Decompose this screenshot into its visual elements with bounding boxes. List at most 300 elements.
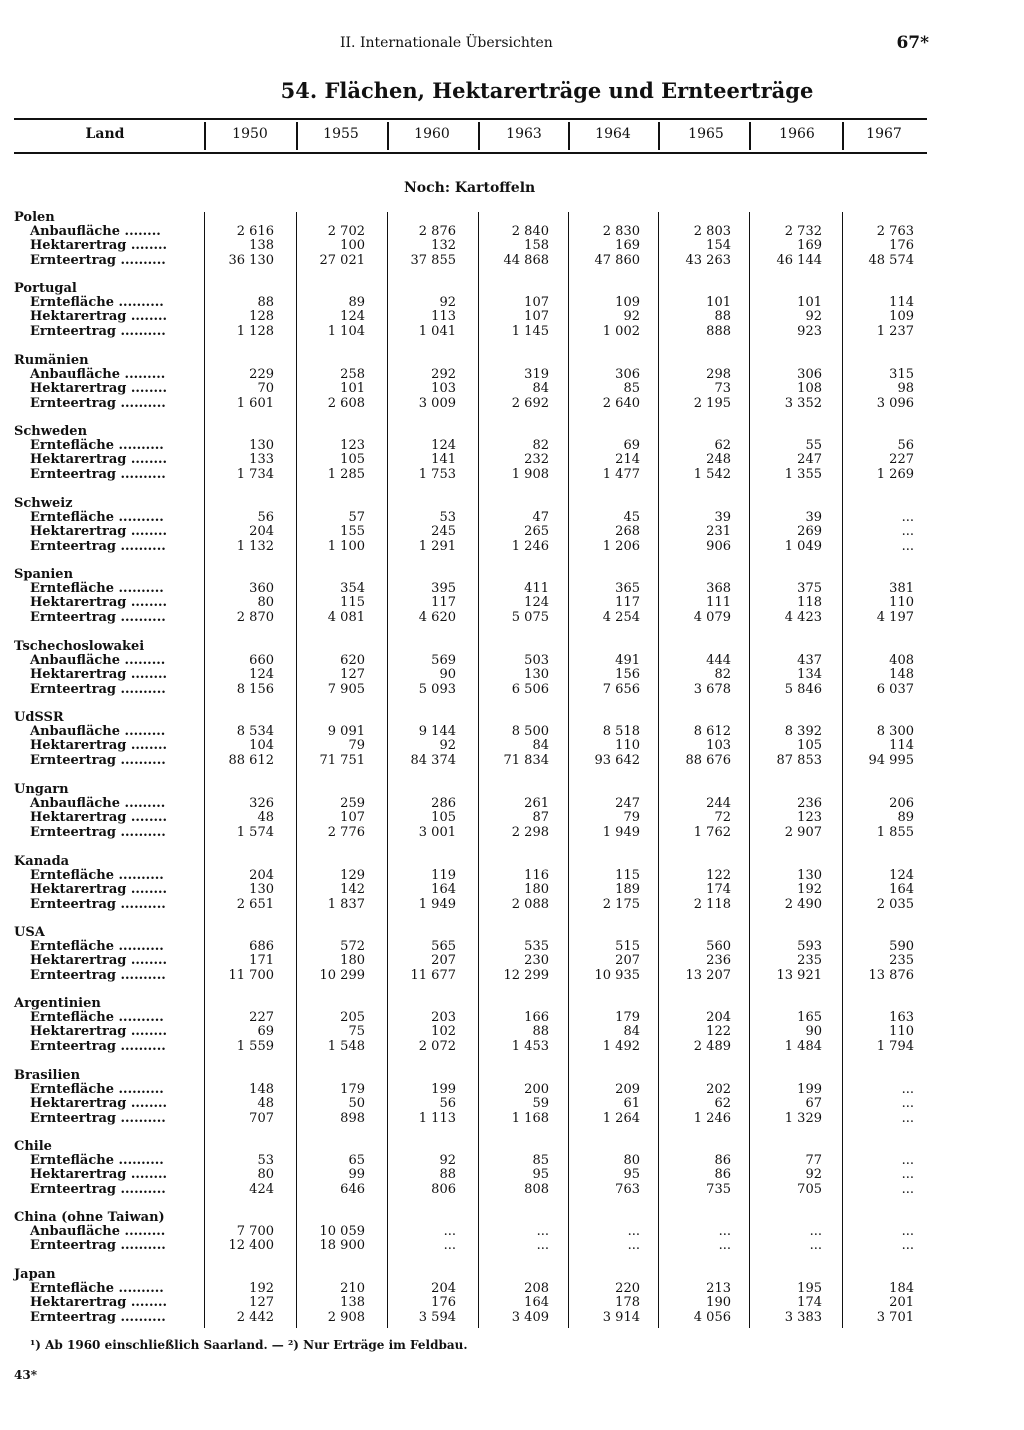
table-cell: 1 753 (418, 466, 456, 482)
table-cell: ... (901, 1096, 914, 1112)
table-cell: 189 (615, 882, 640, 898)
row-label: Ernteertrag .......... (30, 1309, 166, 1325)
table-cell: 128 (249, 309, 274, 325)
table-cell: 620 (340, 653, 365, 668)
table-cell: 174 (706, 882, 731, 898)
row-label: Hektarertrag ........ (30, 1024, 168, 1040)
table-cell: 190 (706, 1295, 731, 1311)
table-cell: 148 (249, 1082, 274, 1097)
table-cell: ... (901, 1110, 914, 1126)
table-cell: 2 870 (236, 609, 274, 625)
row-label: Ernteertrag .......... (30, 681, 166, 697)
table-cell: 3 678 (693, 681, 731, 697)
table-cell: 79 (348, 738, 365, 754)
table-cell: 50 (348, 1096, 365, 1112)
country-block (14, 783, 927, 849)
table-cell: 117 (431, 595, 456, 611)
table-cell: 163 (889, 1010, 914, 1025)
table-cell: 1 168 (511, 1110, 549, 1126)
table-cell: 92 (623, 309, 640, 325)
table-cell: 39 (714, 510, 731, 525)
table-cell: 2 072 (418, 1038, 456, 1054)
row-label: Anbaufläche ........ (30, 224, 161, 239)
table-cell: 122 (706, 868, 731, 883)
table-cell: 1 601 (236, 395, 274, 411)
table-cell: 236 (706, 953, 731, 969)
table-cell: 3 409 (511, 1309, 549, 1325)
table-cell: 1 559 (236, 1038, 274, 1054)
table-cell: 235 (797, 953, 822, 969)
table-cell: 13 207 (685, 967, 731, 983)
table-cell: 44 868 (503, 252, 549, 268)
table-cell: 107 (340, 810, 365, 826)
table-cell: 43 263 (685, 252, 731, 268)
table-cell: 1 477 (602, 466, 640, 482)
table-title: 54. Flächen, Hektarerträge und Ernteerträge (280, 78, 814, 103)
column-header-land: Land (85, 126, 125, 142)
table-cell: 1 484 (784, 1038, 822, 1054)
table-cell: 156 (615, 667, 640, 683)
table-cell: 207 (615, 953, 640, 969)
table-cell: ... (627, 1224, 640, 1239)
table-cell: 92 (439, 1153, 456, 1168)
header-column-separator (568, 122, 570, 150)
table-cell: 103 (706, 738, 731, 754)
table-cell: 103 (431, 381, 456, 397)
table-cell: 113 (431, 309, 456, 325)
table-cell: 114 (889, 295, 914, 310)
table-cell: 206 (889, 796, 914, 811)
table-cell: 80 (623, 1153, 640, 1168)
country-block (14, 855, 927, 921)
table-cell: 37 855 (410, 252, 456, 268)
table-cell: 171 (249, 953, 274, 969)
table-cell: 169 (797, 238, 822, 254)
table-cell: 124 (340, 309, 365, 325)
table-cell: ... (901, 524, 914, 540)
table-cell: 3 914 (602, 1309, 640, 1325)
table-cell: 48 574 (868, 252, 914, 268)
table-cell: 178 (615, 1295, 640, 1311)
table-cell: 116 (524, 868, 549, 883)
table-cell: 569 (431, 653, 456, 668)
row-label: Erntefläche .......... (30, 1153, 164, 1168)
table-cell: 13 876 (868, 967, 914, 983)
table-cell: 110 (889, 1024, 914, 1040)
row-label: Erntefläche .......... (30, 581, 164, 596)
table-cell: 166 (524, 1010, 549, 1025)
table-cell: 105 (797, 738, 822, 754)
column-header-year: 1955 (323, 126, 359, 142)
section-label: Noch: Kartoffeln (404, 180, 536, 196)
table-cell: 248 (706, 452, 731, 468)
table-cell: 61 (623, 1096, 640, 1112)
header-bottom-rule (14, 152, 927, 154)
row-label: Erntefläche .......... (30, 868, 164, 883)
row-label: Erntefläche .......... (30, 1082, 164, 1097)
table-cell: 80 (257, 1167, 274, 1183)
table-cell: 298 (706, 367, 731, 382)
row-label: Ernteertrag .......... (30, 1181, 166, 1197)
table-cell: 245 (431, 524, 456, 540)
table-cell: 315 (889, 367, 914, 382)
table-cell: 906 (706, 538, 731, 554)
row-label: Hektarertrag ........ (30, 810, 168, 826)
row-label: Ernteertrag .......... (30, 1110, 166, 1126)
table-cell: 27 021 (319, 252, 365, 268)
table-cell: 1 104 (327, 323, 365, 339)
table-cell: 5 846 (784, 681, 822, 697)
table-cell: 107 (524, 309, 549, 325)
table-cell: 39 (805, 510, 822, 525)
table-cell: 4 079 (693, 609, 731, 625)
table-cell: 164 (431, 882, 456, 898)
table-cell: 148 (889, 667, 914, 683)
row-label: Ernteertrag .......... (30, 967, 166, 983)
row-label: Hektarertrag ........ (30, 595, 168, 611)
table-cell: 109 (889, 309, 914, 325)
table-cell: 2 651 (236, 896, 274, 912)
table-cell: 735 (706, 1181, 731, 1197)
table-cell: 164 (524, 1295, 549, 1311)
table-cell: 247 (615, 796, 640, 811)
table-cell: 90 (805, 1024, 822, 1040)
row-label: Hektarertrag ........ (30, 953, 168, 969)
table-cell: 3 001 (418, 824, 456, 840)
table-cell: 1 949 (418, 896, 456, 912)
row-label: Ernteertrag .......... (30, 252, 166, 268)
row-label: Anbaufläche ......... (30, 1224, 166, 1239)
table-cell: 411 (524, 581, 549, 596)
table-cell: 107 (524, 295, 549, 310)
table-cell: 130 (524, 667, 549, 683)
table-cell: 1 329 (784, 1110, 822, 1126)
table-cell: 84 (623, 1024, 640, 1040)
table-cell: 92 (439, 738, 456, 754)
table-cell: 306 (615, 367, 640, 382)
table-cell: 71 834 (503, 752, 549, 768)
table-cell: 269 (797, 524, 822, 540)
table-cell: 247 (797, 452, 822, 468)
table-cell: 808 (524, 1181, 549, 1197)
table-cell: 204 (431, 1281, 456, 1296)
table-cell: 4 423 (784, 609, 822, 625)
row-label: Anbaufläche ......... (30, 796, 166, 811)
table-cell: 180 (340, 953, 365, 969)
table-cell: 88 612 (228, 752, 274, 768)
table-cell: ... (901, 1153, 914, 1168)
table-cell: 235 (889, 953, 914, 969)
table-cell: 8 392 (784, 724, 822, 739)
country-block (14, 997, 927, 1063)
table-cell: 2 908 (327, 1309, 365, 1325)
table-cell: ... (536, 1238, 549, 1254)
table-cell: ... (901, 1238, 914, 1254)
table-cell: 155 (340, 524, 365, 540)
table-cell: 2 035 (876, 896, 914, 912)
table-cell: 201 (889, 1295, 914, 1311)
table-cell: 204 (706, 1010, 731, 1025)
country-block (14, 568, 927, 634)
table-cell: 258 (340, 367, 365, 382)
column-header-year: 1967 (866, 126, 902, 142)
table-cell: 1 492 (602, 1038, 640, 1054)
table-cell: 898 (340, 1110, 365, 1126)
page-footer: 43* (14, 1368, 37, 1382)
column-header-year: 1960 (414, 126, 450, 142)
table-cell: 1 237 (876, 323, 914, 339)
table-cell: 1 246 (511, 538, 549, 554)
table-cell: 115 (615, 868, 640, 883)
table-cell: 122 (706, 1024, 731, 1040)
table-cell: 590 (889, 939, 914, 954)
top-rule (14, 118, 927, 120)
table-cell: 8 612 (693, 724, 731, 739)
header-column-separator (658, 122, 660, 150)
table-cell: ... (443, 1238, 456, 1254)
table-cell: 184 (889, 1281, 914, 1296)
table-cell: 36 130 (228, 252, 274, 268)
country-name: Polen (14, 210, 55, 225)
table-cell: 2 608 (327, 395, 365, 411)
table-cell: 13 921 (776, 967, 822, 983)
table-cell: 4 620 (418, 609, 456, 625)
table-cell: 4 081 (327, 609, 365, 625)
table-cell: 129 (340, 868, 365, 883)
table-cell: 210 (340, 1281, 365, 1296)
table-cell: 174 (797, 1295, 822, 1311)
table-cell: 111 (706, 595, 731, 611)
table-cell: 8 156 (236, 681, 274, 697)
country-block (14, 282, 927, 348)
table-cell: 660 (249, 653, 274, 668)
table-cell: 179 (340, 1082, 365, 1097)
table-cell: 84 (532, 738, 549, 754)
table-cell: 115 (340, 595, 365, 611)
table-cell: 806 (431, 1181, 456, 1197)
country-name: Schweiz (14, 496, 73, 511)
table-cell: ... (718, 1224, 731, 1239)
table-cell: 646 (340, 1181, 365, 1197)
table-cell: 127 (340, 667, 365, 683)
table-cell: 119 (431, 868, 456, 883)
country-name: Chile (14, 1139, 52, 1154)
table-cell: 104 (249, 738, 274, 754)
table-cell: 444 (706, 653, 731, 668)
table-cell: 1 264 (602, 1110, 640, 1126)
row-label: Hektarertrag ........ (30, 309, 168, 325)
table-cell: 1 269 (876, 466, 914, 482)
table-cell: ... (901, 538, 914, 554)
table-cell: ... (809, 1224, 822, 1239)
table-cell: 1 574 (236, 824, 274, 840)
table-cell: 62 (714, 1096, 731, 1112)
row-label: Hektarertrag ........ (30, 882, 168, 898)
table-cell: 268 (615, 524, 640, 540)
table-cell: 2 840 (511, 224, 549, 239)
table-cell: 2 118 (693, 896, 731, 912)
table-cell: 2 298 (511, 824, 549, 840)
table-cell: 110 (615, 738, 640, 754)
table-cell: 87 853 (776, 752, 822, 768)
table-cell: 2 489 (693, 1038, 731, 1054)
table-cell: 95 (532, 1167, 549, 1183)
table-cell: 3 352 (784, 395, 822, 411)
table-cell: 213 (706, 1281, 731, 1296)
table-cell: 209 (615, 1082, 640, 1097)
table-cell: 11 677 (410, 967, 456, 983)
row-label: Ernteertrag .......... (30, 466, 166, 482)
table-cell: 227 (249, 1010, 274, 1025)
column-header-year: 1950 (232, 126, 268, 142)
table-cell: 82 (532, 438, 549, 453)
row-label: Hektarertrag ........ (30, 738, 168, 754)
table-cell: 100 (340, 238, 365, 254)
table-cell: 57 (348, 510, 365, 525)
row-label: Ernteertrag .......... (30, 323, 166, 339)
table-cell: 231 (706, 524, 731, 540)
header-column-separator (387, 122, 389, 150)
table-cell: 10 299 (319, 967, 365, 983)
table-cell: 4 254 (602, 609, 640, 625)
table-cell: 85 (532, 1153, 549, 1168)
country-block (14, 425, 927, 491)
table-cell: 705 (797, 1181, 822, 1197)
table-cell: 424 (249, 1181, 274, 1197)
table-cell: ... (443, 1224, 456, 1239)
table-cell: 515 (615, 939, 640, 954)
table-cell: 12 299 (503, 967, 549, 983)
table-cell: 1 100 (327, 538, 365, 554)
table-cell: 46 144 (776, 252, 822, 268)
table-cell: 176 (431, 1295, 456, 1311)
row-label: Erntefläche .......... (30, 1010, 164, 1025)
row-label: Hektarertrag ........ (30, 1096, 168, 1112)
table-cell: 2 776 (327, 824, 365, 840)
table-cell: 90 (439, 667, 456, 683)
table-cell: 127 (249, 1295, 274, 1311)
header-column-separator (478, 122, 480, 150)
table-cell: 560 (706, 939, 731, 954)
table-cell: 124 (431, 438, 456, 453)
table-cell: 73 (714, 381, 731, 397)
table-cell: 3 701 (876, 1309, 914, 1325)
country-name: Schweden (14, 424, 88, 439)
table-cell: 10 935 (594, 967, 640, 983)
table-cell: 200 (524, 1082, 549, 1097)
table-cell: 192 (797, 882, 822, 898)
country-block (14, 1069, 927, 1135)
row-label: Hektarertrag ........ (30, 524, 168, 540)
table-cell: 593 (797, 939, 822, 954)
table-cell: 72 (714, 810, 731, 826)
table-cell: 48 (257, 1096, 274, 1112)
table-cell: 84 (532, 381, 549, 397)
table-cell: 192 (249, 1281, 274, 1296)
table-cell: 132 (431, 238, 456, 254)
table-cell: 141 (431, 452, 456, 468)
row-label: Hektarertrag ........ (30, 452, 168, 468)
country-block (14, 211, 927, 277)
table-cell: 105 (431, 810, 456, 826)
table-cell: 4 056 (693, 1309, 731, 1325)
table-cell: 124 (249, 667, 274, 683)
table-cell: 229 (249, 367, 274, 382)
table-cell: 2 616 (236, 224, 274, 239)
table-cell: 114 (889, 738, 914, 754)
header-column-separator (842, 122, 844, 150)
table-cell: 101 (797, 295, 822, 310)
table-cell: 1 762 (693, 824, 731, 840)
table-cell: 2 830 (602, 224, 640, 239)
country-block (14, 1268, 927, 1334)
table-cell: 3 594 (418, 1309, 456, 1325)
table-cell: 88 676 (685, 752, 731, 768)
table-cell: 199 (431, 1082, 456, 1097)
table-cell: 319 (524, 367, 549, 382)
table-cell: 1 794 (876, 1038, 914, 1054)
table-cell: 85 (623, 381, 640, 397)
table-cell: 1 837 (327, 896, 365, 912)
table-cell: 164 (889, 882, 914, 898)
table-cell: 92 (439, 295, 456, 310)
row-label: Erntefläche .......... (30, 939, 164, 954)
table-cell: 110 (889, 595, 914, 611)
table-cell: 165 (797, 1010, 822, 1025)
table-cell: 88 (532, 1024, 549, 1040)
row-label: Ernteertrag .......... (30, 824, 166, 840)
country-name: Rumänien (14, 353, 89, 368)
header-column-separator (296, 122, 298, 150)
table-cell: 88 (257, 295, 274, 310)
table-cell: 124 (524, 595, 549, 611)
row-label: Anbaufläche ......... (30, 367, 166, 382)
table-cell: 92 (805, 309, 822, 325)
country-name: Argentinien (14, 996, 101, 1011)
row-label: Erntefläche .......... (30, 510, 164, 525)
table-cell: 1 548 (327, 1038, 365, 1054)
country-name: Portugal (14, 281, 77, 296)
table-cell: 491 (615, 653, 640, 668)
row-label: Ernteertrag .......... (30, 896, 166, 912)
table-cell: 2 876 (418, 224, 456, 239)
table-cell: 204 (249, 524, 274, 540)
table-cell: 93 642 (594, 752, 640, 768)
table-cell: 202 (706, 1082, 731, 1097)
table-cell: 2 907 (784, 824, 822, 840)
table-cell: 1 453 (511, 1038, 549, 1054)
table-cell: 1 734 (236, 466, 274, 482)
table-cell: 2 442 (236, 1309, 274, 1325)
table-cell: 7 656 (602, 681, 640, 697)
table-cell: 95 (623, 1167, 640, 1183)
table-cell: 2 702 (327, 224, 365, 239)
table-cell: 9 144 (418, 724, 456, 739)
table-cell: 130 (249, 438, 274, 453)
table-cell: 1 291 (418, 538, 456, 554)
table-cell: 56 (897, 438, 914, 453)
row-label: Hektarertrag ........ (30, 238, 168, 254)
table-cell: 47 860 (594, 252, 640, 268)
table-cell: 1 206 (602, 538, 640, 554)
table-cell: 47 (532, 510, 549, 525)
table-cell: 11 700 (228, 967, 274, 983)
table-cell: 109 (615, 295, 640, 310)
table-cell: 236 (797, 796, 822, 811)
country-name: Spanien (14, 567, 74, 582)
table-cell: 138 (249, 238, 274, 254)
table-cell: 59 (532, 1096, 549, 1112)
